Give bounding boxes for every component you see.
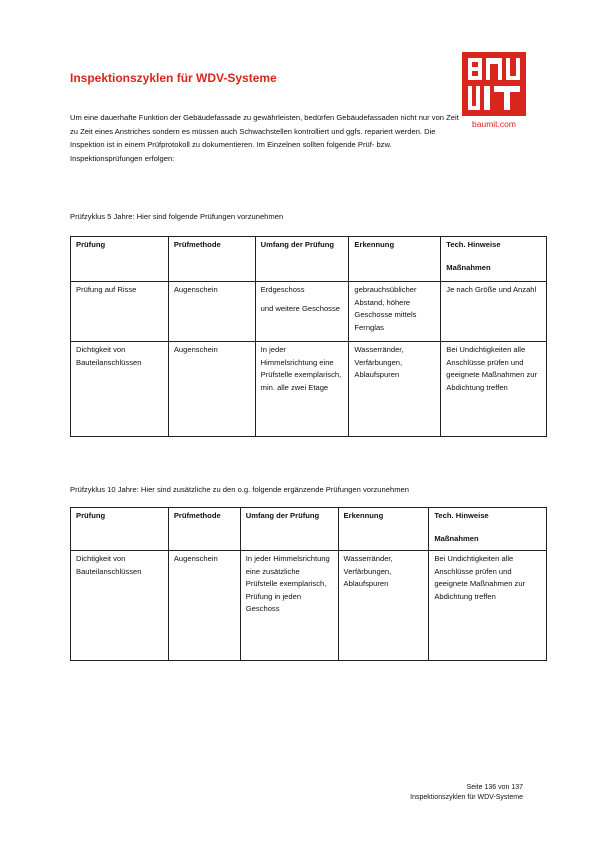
cell-erkennung: Wasserränder, Verfärbungen, Ablaufspuren	[338, 551, 429, 661]
table-header-row	[71, 237, 547, 282]
section1-caption: Prüfzyklus 5 Jahre: Hier sind folgende Prüfungen vorzunehmen	[70, 212, 284, 221]
cell-pruefung: Dichtigkeit von Bauteilanschlüssen	[71, 551, 169, 661]
table-5-years	[70, 236, 547, 437]
header-umfang: Umfang der Prüfung	[255, 237, 349, 282]
page-footer	[410, 783, 523, 803]
section2-caption: Prüfzyklus 10 Jahre: Hier sind zusätzliche zu den o.g. folgende ergänzende Prüfungen vorzunehmen	[70, 485, 409, 494]
cell-methode: Augenschein	[168, 282, 255, 342]
cell-umfang: Erdgeschoss und weitere Geschosse	[255, 282, 349, 342]
header-methode: Prüfmethode	[168, 237, 255, 282]
cell-pruefung: Prüfung auf Risse	[71, 282, 169, 342]
header-hinweise: Tech. Hinweise Maßnahmen	[429, 508, 547, 551]
cell-erkennung: Wasserränder, Verfärbungen, Ablaufspuren	[349, 342, 441, 437]
intro-paragraph: Um eine dauerhafte Funktion der Gebäudefassade zu gewährleisten, bedürfen Gebäudefassaden nicht nur von Zeit zu Zeit eines Anstriches sondern es müssen auch Schwachstellen kontrolliert und ggfs. repariert werden. Die Inspektion ist in einem Prüfprotokoll zu dokumentieren. Im Einzelnen sollten folgende Prüf- bzw. Inspektionsprüfungen erfolgen:	[70, 113, 459, 163]
cell-hinweise: Bei Undichtigkeiten alle Anschlüsse prüfen und geeignete Maßnahmen zur Abdichtung treffen	[441, 342, 547, 437]
cell-umfang: In jeder Himmelsrichtung eine zusätzliche Prüfstelle exemplarisch, Prüfung in jeden Geschoss	[240, 551, 338, 661]
logo-url: baumit.com	[472, 119, 516, 129]
table-row	[71, 551, 547, 661]
logo-letters-graphic	[462, 52, 526, 116]
header-pruefung: Prüfung	[71, 508, 169, 551]
baumit-logo	[462, 52, 526, 129]
cell-methode: Augenschein	[168, 342, 255, 437]
page-title: Inspektionszyklen für WDV-Systeme	[70, 71, 277, 85]
page-number: Seite 136 von 137	[466, 784, 523, 791]
table-10-years	[70, 507, 547, 661]
cell-hinweise: Je nach Größe und Anzahl	[441, 282, 547, 342]
footer-doc-title: Inspektionszyklen für WDV-Systeme	[410, 794, 523, 801]
header-methode: Prüfmethode	[168, 508, 240, 551]
header-pruefung: Prüfung	[71, 237, 169, 282]
logo-mark	[462, 52, 526, 116]
cell-hinweise: Bei Undichtigkeiten alle Anschlüsse prüfen und geeignete Maßnahmen zur Abdichtung treffen	[429, 551, 547, 661]
table-row	[71, 282, 547, 342]
cell-pruefung: Dichtigkeit von Bauteilanschlüssen	[71, 342, 169, 437]
header-erkennung: Erkennung	[349, 237, 441, 282]
header-erkennung: Erkennung	[338, 508, 429, 551]
cell-methode: Augenschein	[168, 551, 240, 661]
table-header-row	[71, 508, 547, 551]
table-row	[71, 342, 547, 437]
cell-umfang: In jeder Himmelsrichtung eine Prüfstelle exemplarisch, min. alle zwei Etage	[255, 342, 349, 437]
header-umfang: Umfang der Prüfung	[240, 508, 338, 551]
header-hinweise: Tech. Hinweise Maßnahmen	[441, 237, 547, 282]
cell-erkennung: gebrauchsüblicher Abstand, höhere Geschosse mittels Fernglas	[349, 282, 441, 342]
